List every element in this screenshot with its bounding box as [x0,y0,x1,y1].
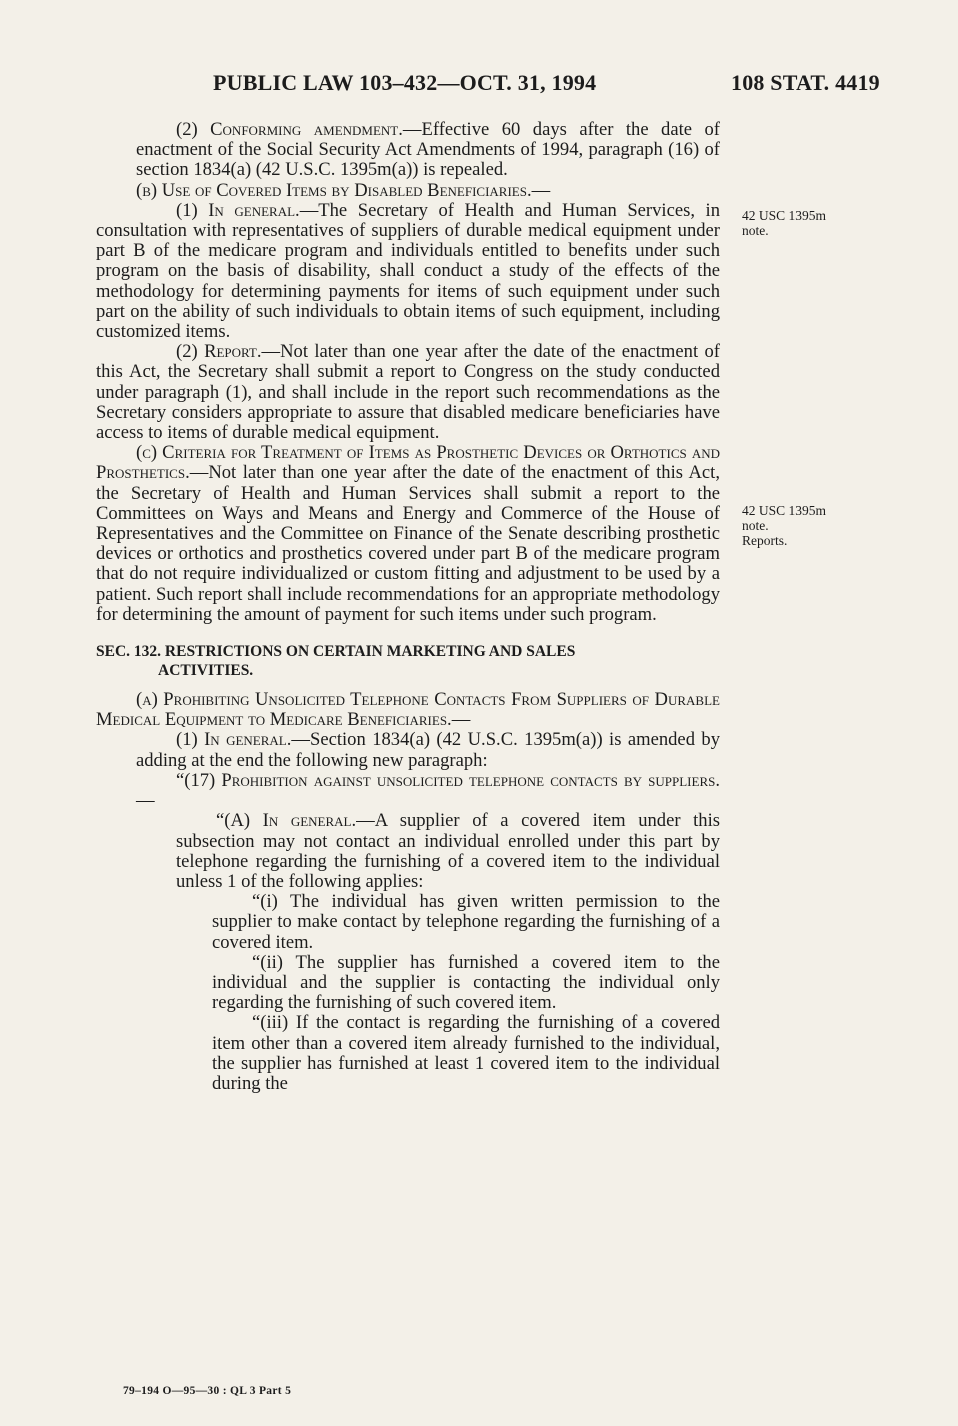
subsection-a-heading [96,690,720,730]
printer-footer: 79–194 O—95—30 : QL 3 Part 5 [123,1385,292,1397]
paragraph-text: —Effective 60 days after the date of enactment of the Social Security Act Amendments of 1994, paragraph (16) of section 1834(a) (42 U.S.C. 1395m(a)) is repealed. [136,119,720,181]
subsection-c [96,443,720,625]
quoted-clause-i: “(i) The individual has given written permission to the supplier to make contact by telephone regarding the furnishing of a covered item. [212,891,720,953]
section-title: RESTRICTIONS ON CERTAIN MARKETING AND SALES [164,643,576,661]
heading-dash: — [136,790,155,812]
section-heading [96,642,720,680]
subsection-heading: (a) Prohibiting Unsolicited Telephone Contacts From Suppliers of Durable Medical Equipment to Medicare Beneficiaries. [96,689,720,731]
paragraph-conforming-amendment [136,120,720,181]
paragraph-heading: “(A) In general. [216,810,357,832]
margin-note-label: note. [742,518,769,533]
paragraph-heading: (1) In general. [176,729,292,751]
section-title-continued: ACTIVITIES. [158,662,254,680]
margin-note-label: note. [742,223,769,238]
heading-dash: — [531,179,551,201]
margin-note-citation: 42 USC 1395m [742,503,827,518]
running-header-right: 108 STAT. 4419 [731,70,880,95]
quoted-paragraph-17 [136,771,720,811]
paragraph-heading: “(17) Prohibition against unsolicited telephone contacts by suppliers. [176,769,720,791]
running-header-left: PUBLIC LAW 103–432—OCT. 31, 1994 [213,70,597,95]
section-number: SEC. 132. [96,643,162,661]
paragraph-b2 [96,342,720,443]
paragraph-text: —Section 1834(a) (42 U.S.C. 1395m(a)) is amended by adding at the end the following new paragraph: [136,729,720,771]
paragraph-text: —Not later than one year after the date of the enactment of this Act, the Secretary shall submit a report to Congress on the study conducted under paragraph (1), and shall include in the report such recommendations as the Secretary considers appropriate to assure that disabled medicare beneficiaries have access to items of durable medical equipment. [96,341,720,444]
paragraph-heading: (2) Report. [176,341,262,363]
paragraph-heading: (2) Conforming amendment. [176,119,403,140]
margin-note-label: Reports. [742,533,788,548]
subsection-heading: (c) Criteria for Treatment of Items as Prosthetic Devices or Orthotics and Prosthetics. [96,442,720,484]
paragraph-text: —The Secretary of Health and Human Services, in consultation with representatives of suppliers of durable medical equipment under part B of the medicare program and individuals entitled to benefits under such program on the basis of disability, shall conduct a study of the effects of the methodology for determining payments for items of such equipment under such part on the ability of such individuals to obtain items of such equipment, including customized items. [96,199,720,343]
paragraph-text: —A supplier of a covered item under this subsection may not contact an individual enrolled under this part by telephone regarding the furnishing of a covered item to the individual unless 1 of the following applies: [176,810,720,892]
quoted-clause-ii: “(ii) The supplier has furnished a covered item to the individual and the supplier is contacting the individual only regarding the furnishing of such covered item. [212,951,720,1014]
margin-note-citation: 42 USC 1395m [742,208,827,223]
statute-body [96,120,720,1094]
subsection-heading: (b) Use of Covered Items by Disabled Beneficiaries. [136,179,532,201]
paragraph-b1 [96,201,720,342]
paragraph-text: —Not later than one year after the date of the enactment of this Act, the Secretary of Health and Human Services shall submit a report to the Committees on Ways and Means and Energy and Commerce of the House of Representatives and the Committee on Finance of the Senate describing prosthetic devices or orthotics and prosthetics covered under part B of the medicare program that do not require individualized or custom fitting and adjustment to be used by a patient. Such report shall include recommendations for an appropriate methodology for determining the amount of payment for such items under such program. [96,462,720,625]
margin-note-1 [742,208,892,238]
margin-note-2 [742,503,892,548]
paragraph-a1 [136,730,720,770]
paragraph-heading: (1) In general. [176,199,300,221]
quoted-subparagraph-A [176,811,720,892]
quoted-clause-iii: “(iii) If the contact is regarding the furnishing of a covered item other than a covered item already furnished to the individual, the supplier has furnished at least 1 covered item to the individual during the [212,1012,720,1094]
heading-dash: — [451,709,471,731]
subsection-b-heading [136,181,720,201]
